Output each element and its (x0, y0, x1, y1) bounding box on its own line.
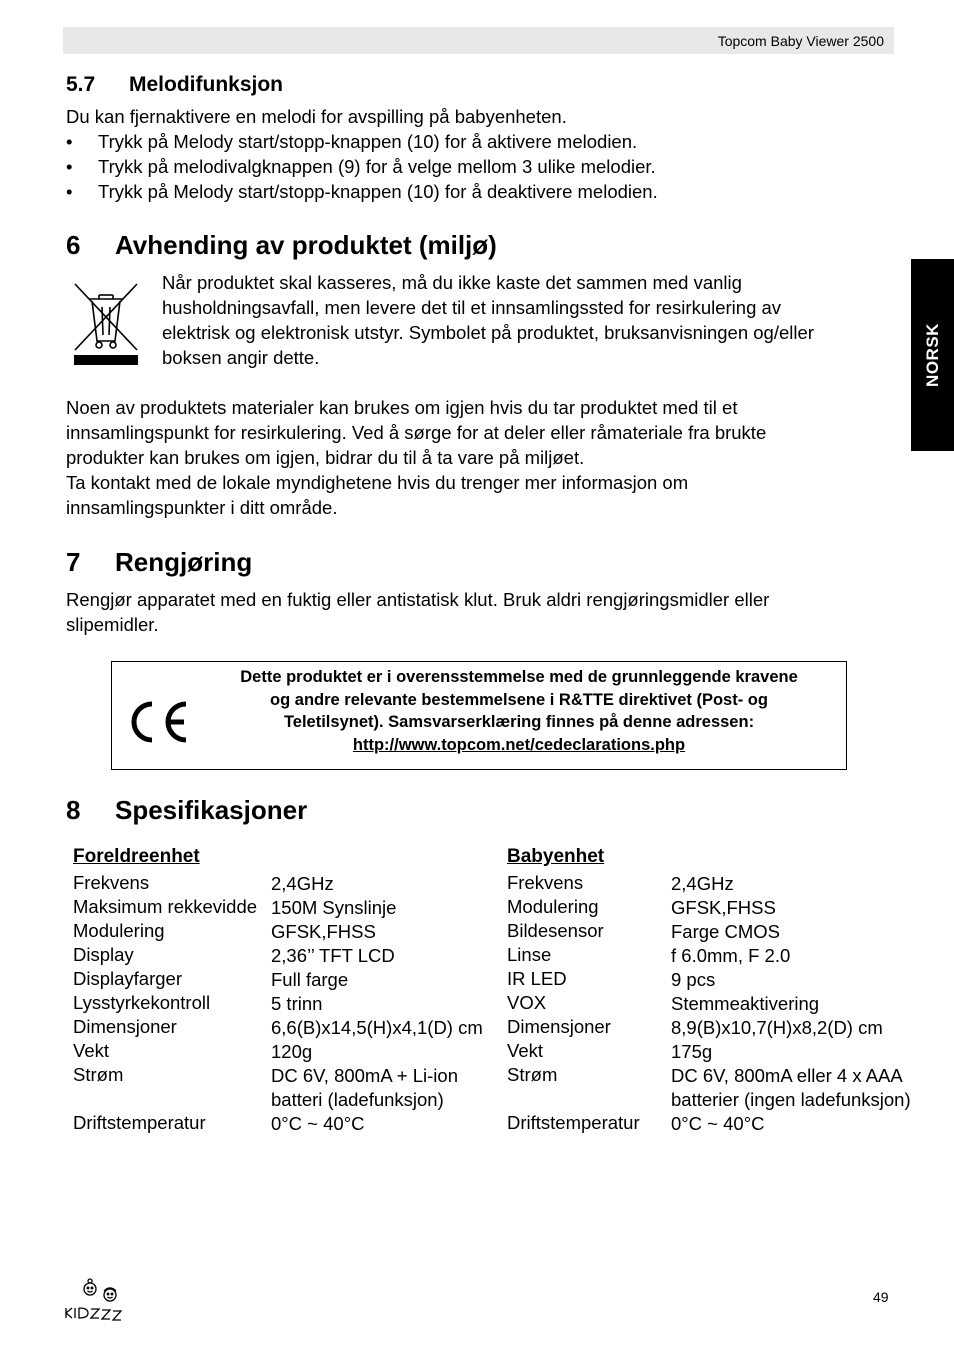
text-line: Dette produktet er i overensstemmelse med de grunnleggende kravene (240, 668, 798, 686)
language-tab (911, 259, 954, 451)
spec-value-continued: batterier (ingen ladefunksjon) (671, 1089, 911, 1110)
section-title: Spesifikasjoner (115, 795, 308, 825)
spec-label: Maksimum rekkevidde (73, 896, 258, 917)
spec-label: Driftstemperatur (507, 1112, 640, 1133)
spec-value: 175g (671, 1041, 713, 1062)
spec-label: Vekt (73, 1040, 109, 1061)
weee-notice (162, 270, 897, 370)
spec-label: Dimensjoner (507, 1016, 611, 1037)
spec-value: 6,6(B)x14,5(H)x4,1(D) cm (271, 1017, 483, 1038)
ce-declaration-box (111, 661, 847, 770)
text-line: slipemidler. (66, 614, 159, 635)
spec-value: 0°C ~ 40°C (271, 1113, 365, 1134)
section-title: Avhending av produktet (miljø) (115, 230, 497, 260)
weee-bin-icon (72, 279, 140, 367)
text-line: boksen angir dette. (162, 347, 320, 368)
melody-bullet-list (66, 129, 906, 204)
spec-label: Frekvens (507, 872, 584, 893)
spec-label: Bildesensor (507, 920, 604, 941)
text-line: Ta kontakt med de lokale myndighetene hvis du trenger mer informasjon om (66, 472, 689, 493)
parent-unit-heading: Foreldreenhet (73, 846, 200, 867)
spec-value: GFSK,FHSS (671, 897, 776, 918)
text-line: Teletilsynet). Samsvarserklæring finnes på denne adressen: (283, 713, 755, 731)
spec-label: Display (73, 944, 134, 965)
text-line: innsamlingspunkter i ditt område. (66, 497, 338, 518)
spec-label: Linse (507, 944, 552, 965)
spec-value: 2,4GHz (671, 873, 734, 894)
section-6-heading (66, 230, 497, 261)
spec-value: 120g (271, 1041, 313, 1062)
section-8-heading (66, 795, 307, 826)
section-5-7-body (66, 104, 906, 204)
section-number: 8 (66, 795, 81, 825)
spec-value-continued: batteri (ladefunksjon) (271, 1089, 444, 1110)
spec-label: Displayfarger (73, 968, 182, 989)
language-tab-label: NORSK (922, 323, 942, 387)
list-item: • Trykk på Melody start/stopp-knappen (10) for å deaktivere melodien. (66, 179, 906, 204)
text-line: Når produktet skal kasseres, må du ikke kaste det sammen med vanlig (162, 272, 742, 293)
baby-unit-heading: Babyenhet (507, 846, 605, 867)
spec-label: Modulering (73, 920, 165, 941)
cleaning-paragraph (66, 587, 901, 637)
ce-declaration-text (212, 666, 826, 756)
text-line: produkter kan brukes om igjen, bidrar du til å ta vare på miljøet. (66, 447, 585, 468)
text-line: Rengjør apparatet med en fuktig eller antistatisk klut. Bruk aldri rengjøringsmidler eller (66, 589, 770, 610)
spec-value: 2,36’’ TFT LCD (271, 945, 395, 966)
text-line: Noen av produktets materialer kan brukes om igjen hvis du tar produktet med til et (66, 397, 738, 418)
text-line: husholdningsavfall, men levere det til et innsamlingssted for resirkulering av (162, 297, 782, 318)
section-5-7-heading (66, 73, 283, 97)
spec-label: Vekt (507, 1040, 543, 1061)
section-number: 5.7 (66, 73, 96, 96)
spec-value: GFSK,FHSS (271, 921, 376, 942)
recycling-paragraph (66, 395, 901, 520)
page-number: 49 (873, 1289, 889, 1305)
spec-label: Strøm (507, 1064, 558, 1085)
spec-value: 5 trinn (271, 993, 323, 1014)
kidzzz-logo-icon (62, 1278, 138, 1322)
ce-mark-icon (122, 698, 192, 746)
section-5-7-intro: Du kan fjernaktivere en melodi for avspilling på babyenheten. (66, 106, 567, 127)
page-header (63, 27, 894, 54)
spec-value: DC 6V, 800mA + Li-ion (271, 1065, 458, 1086)
spec-label: Dimensjoner (73, 1016, 177, 1037)
spec-value: 150M Synslinje (271, 897, 397, 918)
spec-value: Full farge (271, 969, 349, 990)
header-title: Topcom Baby Viewer 2500 (717, 33, 884, 49)
text-line: og andre relevante bestemmelsene i R&TTE direktivet (Post- og (270, 690, 768, 709)
ce-declaration-link[interactable]: http://www.topcom.net/cedeclarations.php (352, 735, 686, 754)
section-number: 7 (66, 547, 81, 577)
spec-value: 0°C ~ 40°C (671, 1113, 765, 1134)
spec-label: VOX (507, 992, 547, 1013)
text-line: innsamlingspunkt for resirkulering. Ved å sørge for at deler eller råmateriale fra brukte (66, 422, 767, 443)
spec-value: 9 pcs (671, 969, 716, 990)
spec-value: 2,4GHz (271, 873, 334, 894)
spec-label: Frekvens (73, 872, 150, 893)
spec-label: Driftstemperatur (73, 1112, 206, 1133)
section-7-heading (66, 547, 252, 578)
spec-value: DC 6V, 800mA eller 4 x AAA (671, 1065, 903, 1086)
section-title: Melodifunksjon (129, 73, 283, 96)
spec-label: IR LED (507, 968, 567, 989)
spec-label: Modulering (507, 896, 599, 917)
spec-label: Lysstyrkekontroll (73, 992, 211, 1013)
spec-value: Farge CMOS (671, 921, 780, 942)
list-item: • Trykk på Melody start/stopp-knappen (10) for å aktivere melodien. (66, 129, 906, 154)
spec-label: Strøm (73, 1064, 124, 1085)
text-line: elektrisk og elektronisk utstyr. Symbolet på produktet, bruksanvisningen og/eller (162, 322, 814, 343)
list-item: • Trykk på melodivalgknappen (9) for å velge mellom 3 ulike melodier. (66, 154, 906, 179)
section-title: Rengjøring (115, 547, 253, 577)
spec-value: 8,9(B)x10,7(H)x8,2(D) cm (671, 1017, 883, 1038)
spec-value: Stemmeaktivering (671, 993, 820, 1014)
spec-value: f 6.0mm, F 2.0 (671, 945, 791, 966)
section-number: 6 (66, 230, 81, 260)
